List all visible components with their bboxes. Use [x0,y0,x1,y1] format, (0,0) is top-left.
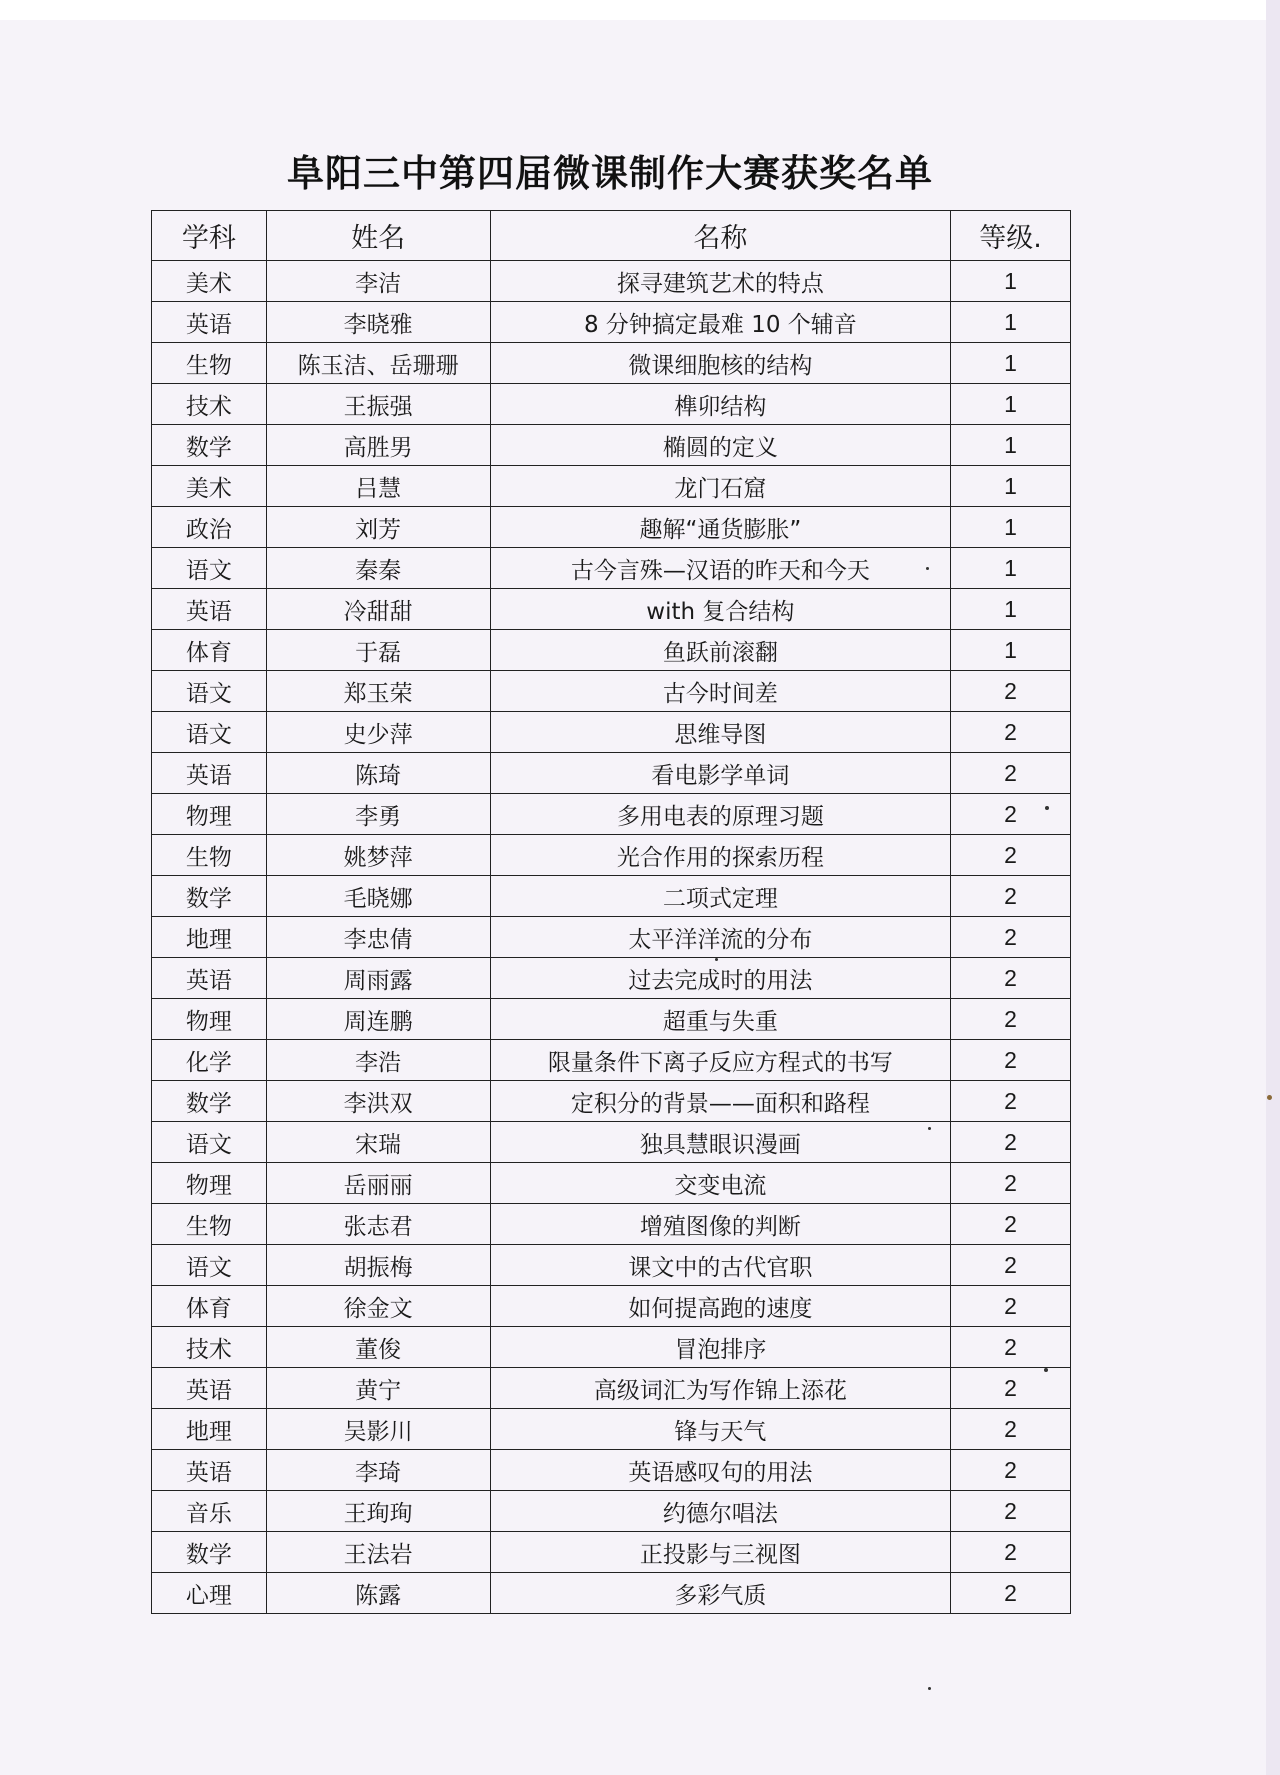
table-row [152,1573,1071,1614]
table-row [152,917,1071,958]
cell-subject: 政治 [152,507,267,548]
cell-subject: 数学 [152,876,267,917]
cell-subject: 英语 [152,1450,267,1491]
cell-subject: 语文 [152,1122,267,1163]
cell-grade: 1 [951,589,1071,630]
cell-name: 李忠倩 [266,917,490,958]
cell-subject: 语文 [152,712,267,753]
cell-subject: 美术 [152,261,267,302]
cell-work: 课文中的古代官职 [490,1245,951,1286]
cell-grade: 1 [951,384,1071,425]
table-row [152,1081,1071,1122]
cell-grade: 2 [951,876,1071,917]
cell-work: 古今言殊—汉语的昨天和今天 [490,548,951,589]
table-row [152,671,1071,712]
table-row [152,1204,1071,1245]
table-row [152,999,1071,1040]
table-row [152,466,1071,507]
table-row [152,712,1071,753]
cell-grade: 2 [951,1573,1071,1614]
cell-work: 多彩气质 [490,1573,951,1614]
table-row [152,1532,1071,1573]
cell-subject: 英语 [152,958,267,999]
cell-work: 看电影学单词 [490,753,951,794]
cell-name: 秦秦 [266,548,490,589]
cell-work: 椭圆的定义 [490,425,951,466]
cell-grade: 2 [951,753,1071,794]
cell-grade: 2 [951,1409,1071,1450]
cell-grade: 1 [951,343,1071,384]
cell-work: 限量条件下离子反应方程式的书写 [490,1040,951,1081]
scan-speck [715,958,718,961]
cell-subject: 生物 [152,1204,267,1245]
cell-work: 定积分的背景——面积和路程 [490,1081,951,1122]
header-row [152,211,1071,261]
cell-subject: 心理 [152,1573,267,1614]
cell-work: 冒泡排序 [490,1327,951,1368]
cell-name: 姚梦萍 [266,835,490,876]
scan-speck [926,567,929,570]
cell-subject: 数学 [152,1081,267,1122]
cell-grade: 2 [951,1368,1071,1409]
cell-subject: 技术 [152,384,267,425]
scan-speck [1044,1368,1048,1372]
cell-grade: 2 [951,1532,1071,1573]
table-row [152,1040,1071,1081]
cell-name: 吕慧 [266,466,490,507]
cell-name: 郑玉荣 [266,671,490,712]
table-row [152,548,1071,589]
header-subject: 学科 [152,211,267,261]
cell-grade: 2 [951,1122,1071,1163]
cell-subject: 体育 [152,630,267,671]
cell-name: 陈玉洁、岳珊珊 [266,343,490,384]
cell-work: 独具慧眼识漫画 [490,1122,951,1163]
cell-grade: 2 [951,999,1071,1040]
cell-name: 陈琦 [266,753,490,794]
table-body [152,261,1071,1614]
cell-subject: 语文 [152,1245,267,1286]
cell-grade: 1 [951,261,1071,302]
cell-name: 徐金文 [266,1286,490,1327]
cell-subject: 地理 [152,1409,267,1450]
table-row [152,1327,1071,1368]
cell-grade: 2 [951,917,1071,958]
cell-grade: 2 [951,835,1071,876]
table-row [152,1450,1071,1491]
cell-name: 李洁 [266,261,490,302]
cell-work: 正投影与三视图 [490,1532,951,1573]
cell-subject: 物理 [152,999,267,1040]
table-row [152,1122,1071,1163]
cell-name: 黄宁 [266,1368,490,1409]
cell-name: 周连鹏 [266,999,490,1040]
cell-name: 冷甜甜 [266,589,490,630]
cell-work: 榫卯结构 [490,384,951,425]
cell-work: 二项式定理 [490,876,951,917]
page-title: 阜阳三中第四届微课制作大赛获奖名单 [287,152,933,195]
cell-grade: 1 [951,630,1071,671]
cell-subject: 技术 [152,1327,267,1368]
cell-grade: 2 [951,1327,1071,1368]
cell-subject: 生物 [152,835,267,876]
table-row [152,343,1071,384]
cell-subject: 语文 [152,671,267,712]
cell-subject: 地理 [152,917,267,958]
cell-name: 李晓雅 [266,302,490,343]
scan-speck [1045,806,1049,810]
cell-work: 如何提高跑的速度 [490,1286,951,1327]
cell-subject: 数学 [152,1532,267,1573]
header-grade: 等级. [951,211,1071,261]
scan-margin-right [1266,0,1280,1775]
cell-work: 英语感叹句的用法 [490,1450,951,1491]
cell-subject: 英语 [152,302,267,343]
cell-subject: 生物 [152,343,267,384]
cell-work: with 复合结构 [490,589,951,630]
cell-name: 岳丽丽 [266,1163,490,1204]
table-row [152,958,1071,999]
cell-work: 增殖图像的判断 [490,1204,951,1245]
cell-subject: 美术 [152,466,267,507]
table-row [152,425,1071,466]
scan-speck [928,1127,931,1130]
table-row [152,302,1071,343]
cell-subject: 音乐 [152,1491,267,1532]
cell-name: 吴影川 [266,1409,490,1450]
cell-work: 鱼跃前滚翻 [490,630,951,671]
cell-grade: 2 [951,712,1071,753]
cell-name: 毛晓娜 [266,876,490,917]
scan-speck [1267,1095,1272,1100]
cell-name: 胡振梅 [266,1245,490,1286]
table-row [152,1245,1071,1286]
table-row [152,1368,1071,1409]
cell-work: 探寻建筑艺术的特点 [490,261,951,302]
cell-name: 陈露 [266,1573,490,1614]
cell-subject: 物理 [152,794,267,835]
cell-name: 张志君 [266,1204,490,1245]
header-work: 名称 [490,211,951,261]
cell-name: 董俊 [266,1327,490,1368]
cell-grade: 1 [951,507,1071,548]
cell-work: 多用电表的原理习题 [490,794,951,835]
cell-grade: 2 [951,1040,1071,1081]
cell-grade: 2 [951,1450,1071,1491]
cell-grade: 2 [951,794,1071,835]
table-row [152,384,1071,425]
cell-subject: 体育 [152,1286,267,1327]
table-row [152,261,1071,302]
cell-work: 8 分钟搞定最难 10 个辅音 [490,302,951,343]
cell-work: 交变电流 [490,1163,951,1204]
cell-subject: 数学 [152,425,267,466]
cell-work: 微课细胞核的结构 [490,343,951,384]
table-row [152,630,1071,671]
cell-grade: 1 [951,466,1071,507]
cell-subject: 英语 [152,1368,267,1409]
table-row [152,876,1071,917]
cell-name: 王法岩 [266,1532,490,1573]
cell-name: 史少萍 [266,712,490,753]
cell-work: 古今时间差 [490,671,951,712]
cell-name: 王振强 [266,384,490,425]
table-row [152,1491,1071,1532]
cell-work: 龙门石窟 [490,466,951,507]
cell-work: 约德尔唱法 [490,1491,951,1532]
cell-grade: 2 [951,1491,1071,1532]
cell-name: 李洪双 [266,1081,490,1122]
table-row [152,589,1071,630]
table-row [152,1163,1071,1204]
cell-grade: 2 [951,1204,1071,1245]
cell-work: 趣解“通货膨胀” [490,507,951,548]
cell-work: 超重与失重 [490,999,951,1040]
cell-grade: 1 [951,548,1071,589]
cell-name: 宋瑞 [266,1122,490,1163]
cell-work: 思维导图 [490,712,951,753]
cell-subject: 语文 [152,548,267,589]
cell-subject: 英语 [152,753,267,794]
cell-work: 锋与天气 [490,1409,951,1450]
cell-work: 光合作用的探索历程 [490,835,951,876]
cell-grade: 1 [951,425,1071,466]
table-row [152,507,1071,548]
cell-name: 王珣珣 [266,1491,490,1532]
cell-name: 李浩 [266,1040,490,1081]
cell-grade: 1 [951,302,1071,343]
cell-subject: 物理 [152,1163,267,1204]
cell-grade: 2 [951,671,1071,712]
scan-speck [928,1687,931,1690]
cell-subject: 英语 [152,589,267,630]
table-row [152,1409,1071,1450]
cell-work: 过去完成时的用法 [490,958,951,999]
cell-name: 周雨露 [266,958,490,999]
table-row [152,794,1071,835]
cell-subject: 化学 [152,1040,267,1081]
cell-grade: 2 [951,1286,1071,1327]
cell-grade: 2 [951,958,1071,999]
award-table [151,210,1071,1614]
table-header [152,211,1071,261]
cell-work: 高级词汇为写作锦上添花 [490,1368,951,1409]
cell-grade: 2 [951,1163,1071,1204]
cell-name: 李勇 [266,794,490,835]
table-row [152,1286,1071,1327]
cell-grade: 2 [951,1245,1071,1286]
cell-name: 刘芳 [266,507,490,548]
cell-work: 太平洋洋流的分布 [490,917,951,958]
cell-name: 李琦 [266,1450,490,1491]
cell-name: 于磊 [266,630,490,671]
scan-margin-top [0,0,1280,20]
header-name: 姓名 [266,211,490,261]
cell-name: 高胜男 [266,425,490,466]
cell-grade: 2 [951,1081,1071,1122]
table-row [152,753,1071,794]
table-row [152,835,1071,876]
